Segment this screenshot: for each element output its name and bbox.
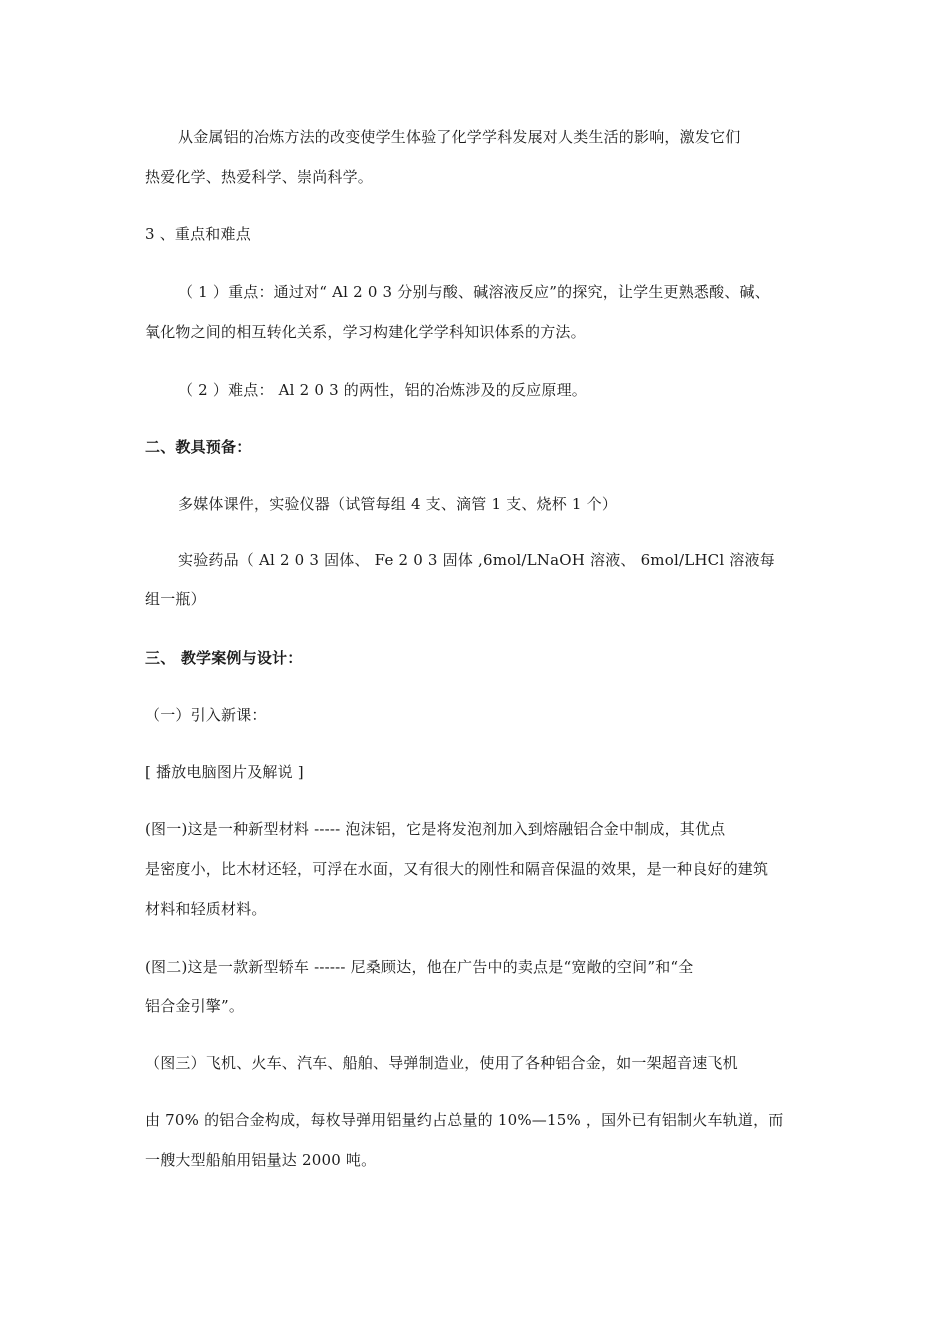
paragraph-line: [ 播放电脑图片及解说 ] bbox=[145, 763, 304, 781]
paragraph-line: （ 1 ）重点：通过对“ Al 2 0 3 分别与酸、碱溶液反应”的探究，让学生更熟悉酸、碱、 bbox=[178, 283, 770, 301]
paragraph-line: 一艘大型船舶用铝量达 2000 吨。 bbox=[145, 1151, 377, 1169]
paragraph-line: 材料和轻质材料。 bbox=[145, 900, 267, 918]
paragraph-line: 是密度小，比木材还轻，可浮在水面，又有很大的刚性和隔音保温的效果，是一种良好的建筑 bbox=[145, 860, 769, 878]
paragraph-line: 氧化物之间的相互转化关系，学习构建化学学科知识体系的方法。 bbox=[145, 323, 586, 341]
paragraph-line: 从金属铝的冶炼方法的改变使学生体验了化学学科发展对人类生活的影响，激发它们 bbox=[178, 128, 741, 146]
paragraph-line: 多媒体课件，实验仪器（试管每组 4 支、滴管 1 支、烧杯 1 个） bbox=[178, 495, 618, 513]
paragraph-line: 铝合金引擎”。 bbox=[145, 997, 245, 1015]
paragraph-line: (图一)这是一种新型材料 ----- 泡沫铝，它是将发泡剂加入到熔融铝合金中制成，其优点 bbox=[145, 820, 726, 838]
paragraph-line: 实验药品（ Al 2 0 3 固体、 Fe 2 0 3 固体 ,6mol/LNaOH 溶液、 6mol/LHCl 溶液每 bbox=[178, 551, 775, 569]
paragraph-line: 组一瓶） bbox=[145, 590, 206, 608]
paragraph-line: （一）引入新课： bbox=[145, 706, 267, 724]
paragraph-line: （ 2 ）难点： Al 2 0 3 的两性，铝的冶炼涉及的反应原理。 bbox=[178, 381, 587, 399]
paragraph-line: (图二)这是一款新型轿车 ------ 尼桑顾达，他在广告中的卖点是“宽敞的空间”和“全 bbox=[145, 958, 694, 976]
paragraph-line: 由 70% 的铝合金构成，每枚导弹用铝量约占总量的 10%—15% ，国外已有铝制火车轨道，而 bbox=[145, 1111, 784, 1129]
paragraph-line: 热爱化学、热爱科学、崇尚科学。 bbox=[145, 168, 374, 186]
heading-teaching-aids: 二、教具预备： bbox=[145, 438, 252, 456]
heading-teaching-case: 三、 教学案例与设计： bbox=[145, 649, 303, 667]
section-heading-key-points: 3 、重点和难点 bbox=[145, 225, 251, 243]
paragraph-line: （图三）飞机、火车、汽车、船舶、导弹制造业，使用了各种铝合金，如一架超音速飞机 bbox=[145, 1054, 738, 1072]
